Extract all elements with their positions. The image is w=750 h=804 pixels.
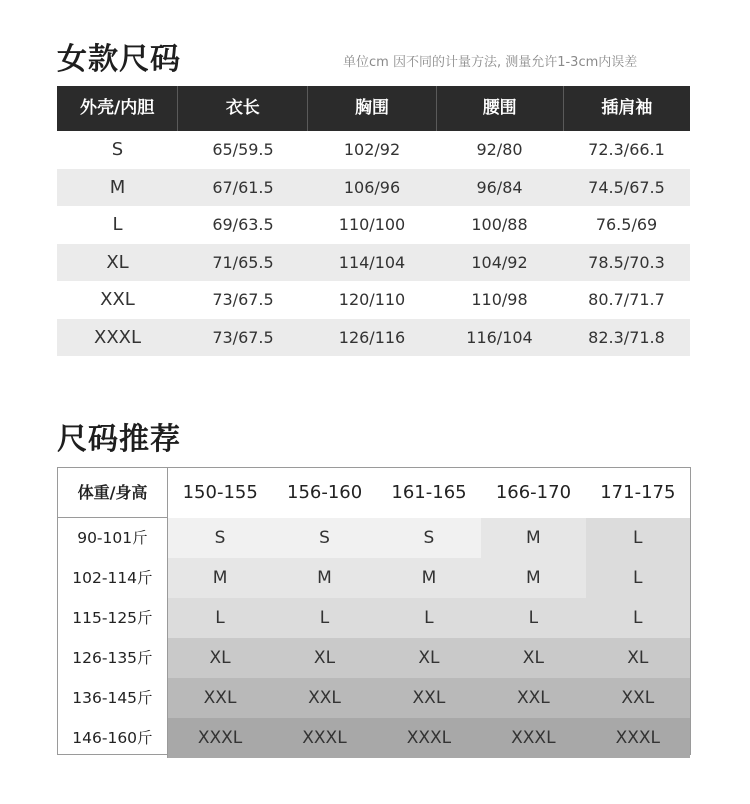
table-row — [58, 598, 690, 638]
size-cell: XXXL — [93, 326, 142, 348]
sleeve-cell: 80.7/71.7 — [588, 290, 665, 310]
recommended-size-cell: L — [272, 598, 376, 638]
size-recommendation-table — [57, 467, 691, 755]
table-row — [58, 518, 690, 558]
table-row — [57, 131, 690, 169]
recommended-size-cell: M — [377, 558, 481, 598]
height-header: 150-155 — [182, 482, 258, 503]
recommendation-body — [58, 518, 690, 758]
recommended-size-cell: M — [481, 518, 585, 558]
size-cell: M — [109, 176, 126, 198]
measurement-note: 单位cm 因不同的计量方法, 测量允许1-3cm内误差 — [343, 55, 638, 70]
sleeve-cell: 74.5/67.5 — [588, 177, 665, 197]
length-cell: 73/67.5 — [212, 327, 274, 347]
length-cell: 71/65.5 — [212, 252, 274, 272]
recommended-size-cell: L — [586, 598, 690, 638]
table-row — [57, 319, 690, 357]
recommended-size-cell: XXL — [168, 678, 272, 718]
table-row — [57, 169, 690, 207]
size-cell: XXL — [100, 289, 135, 311]
recommended-size-cell: XXXL — [481, 718, 585, 758]
waist-cell: 96/84 — [476, 177, 523, 197]
weight-range-label: 115-125斤 — [58, 598, 168, 638]
recommended-size-cell: S — [272, 518, 376, 558]
recommendation-header-row — [58, 468, 690, 518]
header-raglan-sleeve: 插肩袖 — [601, 98, 653, 118]
recommended-size-cell: S — [168, 518, 272, 558]
waist-cell: 92/80 — [476, 140, 523, 160]
height-header: 161-165 — [391, 482, 467, 503]
recommended-size-cell: XL — [272, 638, 376, 678]
sleeve-cell: 82.3/71.8 — [588, 327, 665, 347]
chest-cell: 106/96 — [343, 177, 401, 197]
weight-range-label: 136-145斤 — [58, 678, 168, 718]
size-cell: XL — [106, 251, 129, 273]
recommended-size-cell: XXL — [272, 678, 376, 718]
table-row — [58, 558, 690, 598]
chest-cell: 110/100 — [338, 215, 406, 235]
recommendation-title: 尺码推荐 — [57, 422, 181, 457]
weight-range-label: 90-101斤 — [58, 518, 168, 558]
waist-cell: 116/104 — [466, 327, 533, 347]
recommended-size-cell: XL — [377, 638, 481, 678]
header-length: 衣长 — [178, 86, 308, 131]
recommended-size-cell: XXXL — [377, 718, 481, 758]
size-cell: L — [112, 214, 123, 236]
weight-range-label: 102-114斤 — [58, 558, 168, 598]
table-row — [58, 718, 690, 758]
sleeve-cell: 76.5/69 — [595, 215, 658, 235]
recommended-size-cell: L — [168, 598, 272, 638]
size-chart-header-row — [57, 86, 690, 131]
recommended-size-cell: XXL — [586, 678, 690, 718]
recommended-size-cell: L — [586, 558, 690, 598]
size-chart-title: 女款尺码 — [57, 42, 181, 77]
chest-cell: 114/104 — [338, 252, 406, 272]
table-row — [57, 244, 690, 282]
header-waist: 腰围 — [437, 86, 564, 131]
chest-cell: 126/116 — [338, 327, 406, 347]
weight-height-corner: 体重/身高 — [58, 468, 168, 518]
chest-cell: 120/110 — [338, 290, 406, 310]
waist-cell: 100/88 — [471, 215, 528, 235]
recommended-size-cell: L — [481, 598, 585, 638]
recommended-size-cell: M — [481, 558, 585, 598]
sleeve-cell: 78.5/70.3 — [588, 252, 665, 272]
recommended-size-cell: XL — [586, 638, 690, 678]
length-cell: 65/59.5 — [212, 140, 274, 160]
recommended-size-cell: L — [377, 598, 481, 638]
size-cell: S — [111, 139, 124, 161]
recommended-size-cell: XXXL — [168, 718, 272, 758]
recommended-size-cell: L — [586, 518, 690, 558]
recommended-size-cell: M — [272, 558, 376, 598]
height-header: 171-175 — [600, 482, 676, 503]
table-row — [57, 281, 690, 319]
sleeve-cell: 72.3/66.1 — [588, 140, 665, 160]
weight-range-label: 146-160斤 — [58, 718, 168, 758]
length-cell: 73/67.5 — [212, 290, 274, 310]
table-row — [58, 678, 690, 718]
table-row — [57, 206, 690, 244]
recommended-size-cell: XXL — [377, 678, 481, 718]
length-cell: 67/61.5 — [212, 177, 274, 197]
header-shell-liner: 外壳/内胆 — [57, 86, 178, 131]
recommended-size-cell: XL — [168, 638, 272, 678]
length-cell: 69/63.5 — [212, 215, 274, 235]
weight-range-label: 126-135斤 — [58, 638, 168, 678]
recommended-size-cell: XXXL — [586, 718, 690, 758]
waist-cell: 110/98 — [471, 290, 528, 310]
header-chest: 胸围 — [308, 86, 436, 131]
height-header: 166-170 — [495, 482, 572, 503]
recommended-size-cell: XL — [481, 638, 585, 678]
size-chart-table — [57, 86, 690, 356]
recommended-size-cell: XXXL — [272, 718, 376, 758]
height-header: 156-160 — [287, 482, 363, 503]
recommended-size-cell: M — [168, 558, 272, 598]
recommended-size-cell: S — [377, 518, 481, 558]
chest-cell: 102/92 — [343, 140, 401, 160]
recommended-size-cell: XXL — [481, 678, 585, 718]
waist-cell: 104/92 — [471, 252, 528, 272]
table-row — [58, 638, 690, 678]
